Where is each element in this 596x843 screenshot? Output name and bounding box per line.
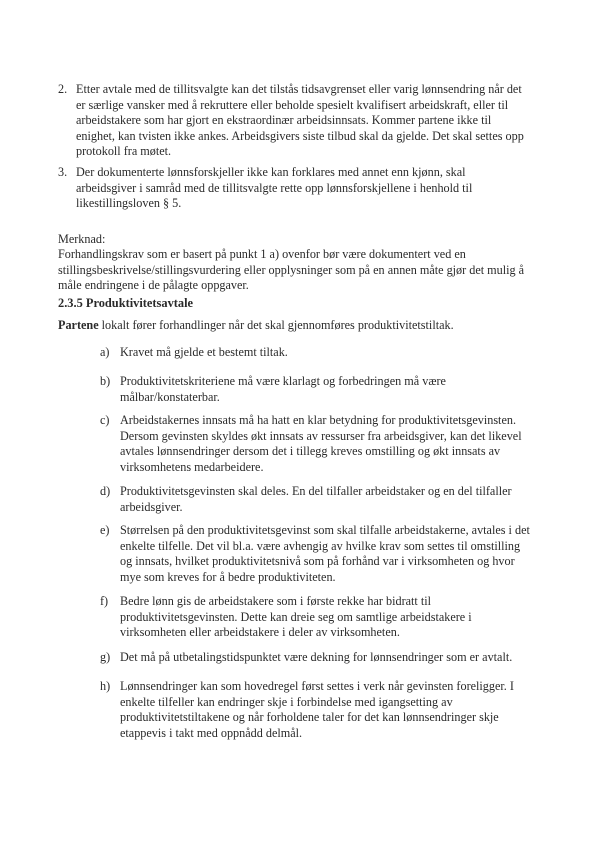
item-number: 3.	[58, 165, 68, 179]
item-number: 2.	[58, 82, 68, 96]
intro-rest: lokalt fører forhandlinger når det skal gjennomføres produktivitetstiltak.	[98, 318, 454, 332]
item-text: Kravet må gjelde et bestemt tiltak.	[120, 345, 288, 359]
item-letter: e)	[100, 523, 110, 537]
numbered-item	[58, 165, 528, 212]
list-item	[100, 679, 535, 741]
note-label: Merknad:	[58, 232, 106, 246]
list-item	[100, 374, 535, 405]
item-text: Der dokumenterte lønnsforskjeller ikke kan forklares med annet enn kjønn, skal arbeidsgiver i samråd med de tillitsvalgte rette opp lønnsforskjellene i henhold til likestillingsloven § 5.	[76, 165, 473, 211]
item-letter: h)	[100, 679, 111, 693]
item-letter: a)	[100, 345, 110, 359]
item-letter: c)	[100, 413, 110, 427]
item-text: Lønnsendringer kan som hovedregel først settes i verk når gevinsten foreligger. I enkelte tilfeller kan endringer skje i forbindelse med igangsetting av produktivitetstiltakene og når forholdene taler for det kan lønnsendringer skje etappevis i takt med oppnådd delmål.	[120, 679, 514, 740]
list-item	[100, 345, 535, 361]
item-letter: b)	[100, 374, 111, 388]
list-item	[100, 594, 535, 641]
section-intro	[58, 318, 538, 333]
note-text: Forhandlingskrav som er basert på punkt 1 a) ovenfor bør være dokumentert ved en stillingsbeskrivelse/stillingsvurdering eller opplysninger som på en annen måte gjør det mulig å måle endringene i de pålagte oppgaver.	[58, 247, 525, 293]
numbered-item	[58, 82, 528, 160]
list-item	[100, 650, 535, 666]
item-text: Produktivitetskriteriene må være klarlagt og forbedringen må være målbar/konstaterbar.	[120, 374, 446, 404]
intro-bold: Partene	[58, 318, 99, 332]
list-item	[100, 413, 535, 475]
section-heading: 2.3.5 Produktivitetsavtale	[58, 296, 194, 310]
item-text: Produktivitetsgevinsten skal deles. En del tilfaller arbeidstaker og en del tilfaller arbeidsgiver.	[120, 484, 512, 514]
item-text: Arbeidstakernes innsats må ha hatt en klar betydning for produktivitetsgevinsten. Dersom gevinsten skyldes økt innsats av ressurser fra arbeidsgiver, kan det likevel avtales lønnsendringer dersom det i tillegg kreves omstilling og økt innsats av virksomhetens medarbeidere.	[120, 413, 522, 474]
item-text: Bedre lønn gis de arbeidstakere som i første rekke har bidratt til produktivitetsgevinsten. Dette kan dreie seg om samtlige arbeidstakere i virksomheten eller arbeidstakere i deler av virksomheten.	[120, 594, 472, 640]
item-text: Det må på utbetalingstidspunktet være dekning for lønnsendringer som er avtalt.	[120, 650, 513, 664]
list-item	[100, 484, 535, 515]
item-text: Størrelsen på den produktivitetsgevinst som skal tilfalle arbeidstakerne, avtales i det enkelte tilfelle. Det vil bl.a. være avhengig av hvilke krav som settes til omstilling og innsats, hvilket produktivitetsnivå som på forhånd var i virksomheten og hvor mye som kreves for å bedre produktiviteten.	[120, 523, 530, 584]
list-item	[100, 523, 535, 585]
item-text: Etter avtale med de tillitsvalgte kan det tilstås tidsavgrenset eller varig lønnsendring når det er særlige vansker med å rekruttere eller beholde spesielt kvalifisert arbeidskraft, eller til arbeidstakere som har gjort en ekstraordinær arbeidsinnsats. Kommer partene ikke til enighet, kan tvisten ikke ankes. Arbeidsgivers siste tilbud skal da gjelde. Det skal settes opp protokoll fra møtet.	[76, 82, 524, 159]
item-letter: g)	[100, 650, 111, 664]
item-letter: d)	[100, 484, 111, 498]
item-letter: f)	[100, 594, 109, 608]
